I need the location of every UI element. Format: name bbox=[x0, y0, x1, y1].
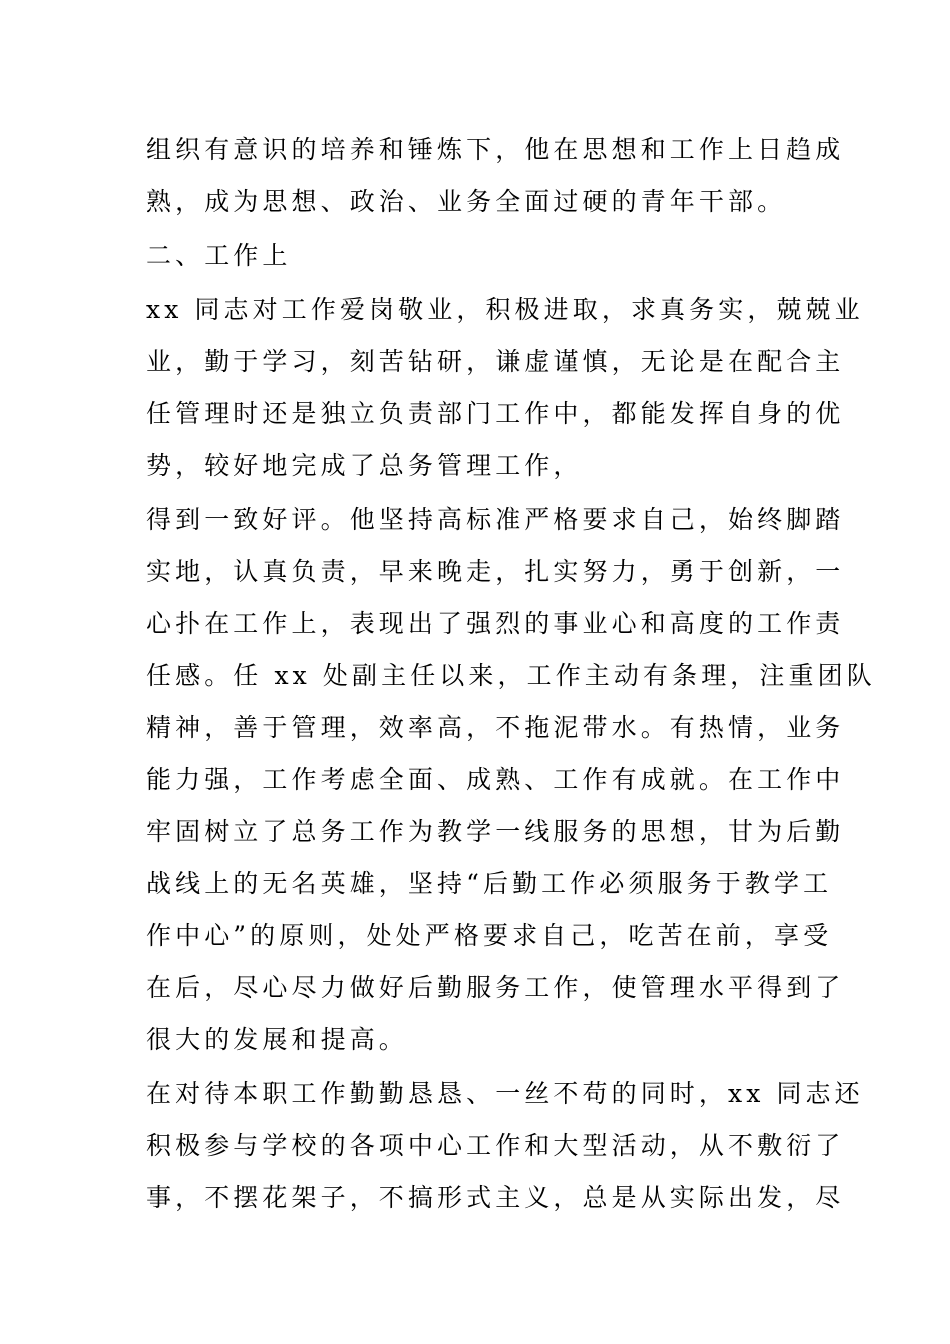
text-line: 牢固树立了总务工作为教学一线服务的思想，甘为后勤 bbox=[146, 817, 845, 846]
text-line: 势，较好地完成了总务管理工作， bbox=[146, 451, 583, 480]
text-line: xx 同志对工作爱岗敬业，积极进取，求真务实，兢兢业 bbox=[146, 295, 864, 324]
text-line: 能力强，工作考虑全面、成熟、工作有成就。在工作中 bbox=[146, 765, 845, 794]
text-line: 很大的发展和提高。 bbox=[146, 1025, 408, 1054]
document-body bbox=[146, 124, 876, 1224]
text-line: 任感。任 xx 处副主任以来，工作主动有条理，注重团队 bbox=[146, 661, 876, 690]
text-line: 作中心”的原则，处处严格要求自己，吃苦在前，享受 bbox=[146, 921, 833, 950]
paragraph-3 bbox=[146, 284, 864, 492]
text-line: 在后，尽心尽力做好后勤服务工作，使管理水平得到了 bbox=[146, 973, 845, 1002]
text-line: 心扑在工作上，表现出了强烈的事业心和高度的工作责 bbox=[146, 609, 845, 638]
section-heading bbox=[146, 230, 806, 282]
text-line: 任管理时还是独立负责部门工作中，都能发挥自身的优 bbox=[146, 399, 845, 428]
text-line: 二、工作上 bbox=[146, 241, 292, 270]
text-line: 事，不摆花架子，不搞形式主义，总是从实际出发，尽 bbox=[146, 1183, 845, 1212]
text-line: 积极参与学校的各项中心工作和大型活动，从不敷衍了 bbox=[146, 1131, 845, 1160]
text-line: 在对待本职工作勤勤恳恳、一丝不苟的同时，xx 同志还 bbox=[146, 1079, 864, 1108]
text-line: 精神，善于管理，效率高，不拖泥带水。有热情，业务 bbox=[146, 713, 845, 742]
paragraph-1 bbox=[146, 124, 845, 228]
text-line: 业，勤于学习，刻苦钻研，谦虚谨慎，无论是在配合主 bbox=[146, 347, 845, 376]
text-line: 组织有意识的培养和锤炼下，他在思想和工作上日趋成 bbox=[146, 135, 845, 164]
text-line: 战线上的无名英雄，坚持“后勤工作必须服务于教学工 bbox=[146, 869, 833, 898]
text-line: 熟，成为思想、政治、业务全面过硬的青年干部。 bbox=[146, 187, 787, 216]
paragraph-4 bbox=[146, 494, 876, 1066]
text-line: 实地，认真负责，早来晚走，扎实努力，勇于创新，一 bbox=[146, 557, 845, 586]
paragraph-5 bbox=[146, 1068, 864, 1224]
text-line: 得到一致好评。他坚持高标准严格要求自己，始终脚踏 bbox=[146, 505, 845, 534]
